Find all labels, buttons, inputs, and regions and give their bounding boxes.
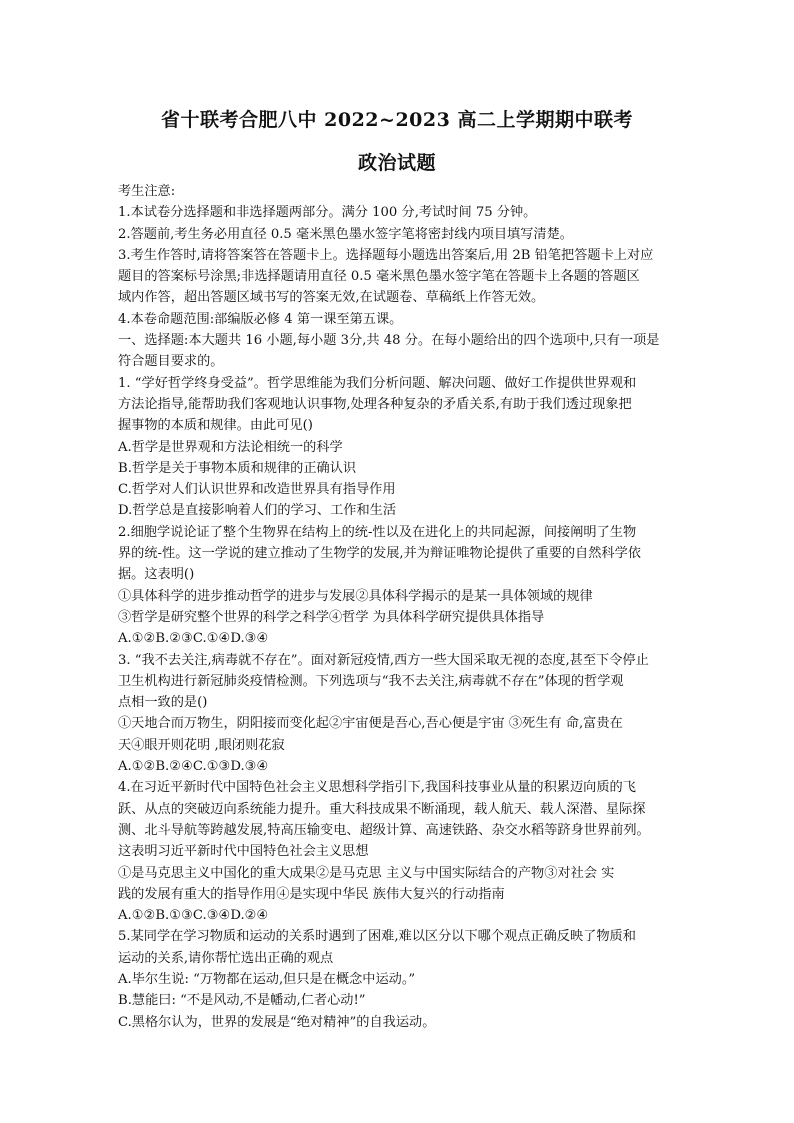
text-line: C.哲学对人们认识世界和改造世界具有指导作用 [118,482,396,498]
text-line: 考生注意: [118,184,176,199]
text-line: A.①②B.①③C.③④D.②④ [118,908,269,924]
text-line: 点相一致的是() [118,695,208,711]
text-line: 方法论指导,能帮助我们客观地认识事物,处理各种复杂的矛盾关系,有助于我们透过现象把 [118,396,632,412]
text-line: 跃、从点的突破迈向系统能力提升。重大科技成果不断涌现，载人航天、载人深潜、星际探 [118,801,646,817]
text-line: 践的发展有重大的指导作用④是实现中华民 族伟大复兴的行动指南 [118,886,505,902]
text-line: 2.细胞学说论证了整个生物界在结构上的统-性以及在进化上的共同起源，间接阐明了生物 [118,524,637,540]
text-line: ①是马克思主义中国化的重大成果②是马克思 主义与中国实际结合的产物③对社会 实 [118,865,615,881]
text-line: A.哲学是世界观和方法论相统一的科学 [118,439,343,455]
text-line: 1. “学好哲学终身受益”。哲学思维能为我们分析问题、解决问题、做好工作提供世界观和 [118,375,637,391]
text-line: 运动的关系,请你帮忙选出正确的观点 [118,950,334,966]
text-line: ③哲学是研究整个世界的科学之科学④哲学 为具体科学研究提供具体指导 [118,609,545,625]
text-line: B.慧能曰: “不是风动,不是幡动,仁者心动!” [118,993,366,1009]
exam-body [118,181,683,1033]
text-line: 题目的答案标号涂黑;非选择题请用直径 0.5 毫米黑色墨水签字笔在答题卡上各题的答题区 [118,269,640,285]
text-line: 4.在习近平新时代中国特色社会主义思想科学指引下,我国科技事业从量的积累迈向质的飞 [118,780,636,796]
text-line: 4.本卷命题范围:部编版必修 4 第一课至第五课。 [118,311,403,327]
text-line: 界的统-性。这一学说的建立推动了生物学的发展,并为辩证唯物论提供了重要的自然科学依 [118,546,641,562]
text-line: 符合题目要求的。 [118,354,224,370]
text-line: 1.本试卷分选择题和非选择题两部分。满分 100 分,考试时间 75 分钟。 [118,205,537,221]
text-line: 握事物的本质和规律。由此可见() [118,418,313,434]
exam-subject-title: 政治试题 [357,152,436,174]
text-line: C.黑格尔认为，世界的发展是“绝对精神”的自我运动。 [118,1014,436,1030]
text-line: 天④眼开则花明 ,眼闭则花寂 [118,737,285,753]
text-line: A.毕尔生说: “万物都在运动,但只是在概念中运动。” [118,971,416,987]
text-line: 3.考生作答时,请将答案答在答题卡上。选择题每小题选出答案后,用 2B 铅笔把答题卡上对应 [118,247,654,263]
text-line: B.哲学是关于事物本质和规律的正确认识 [118,460,357,476]
text-line: 测、北斗导航等跨越发展,特高压输变电、超级计算、高速铁路、杂交水稻等跻身世界前列。 [118,822,650,838]
text-line: A.①②B.②③C.①④D.③④ [118,631,269,647]
text-line: 2.答题前,考生务必用直径 0.5 毫米黑色墨水签字笔将密封线内项目填写清楚。 [118,226,573,242]
text-line: 卫生机构进行新冠肺炎疫情检测。下列选项与“我不去关注,病毒就不存在”体现的哲学观 [118,673,624,689]
text-line: A.①②B.②④C.①③D.③④ [118,759,269,775]
text-line: 3. “我不去关注,病毒就不存在”。面对新冠疫情,西方一些大国采取无视的态度,甚至下令停止 [118,652,649,668]
text-line: 5.某同学在学习物质和运动的关系时遇到了困难,难以区分以下哪个观点正确反映了物质和 [118,929,636,945]
text-line: D.哲学总是直接影响着人们的学习、工作和生活 [118,503,397,519]
text-line: 据。这表明() [118,567,195,583]
text-line: 一、选择题:本大题共 16 小题,每小题 3分,共 48 分。在每小题给出的四个选项中,只有一项是 [118,333,660,349]
text-line: 域内作答，超出答题区域书写的答案无效,在试题卷、草稿纸上作答无效。 [118,290,545,306]
text-line: ①天地合而万物生，阴阳接而变化起②宇宙便是吾心,吾心便是宇宙 ③死生有 命,富贵在 [118,716,623,732]
text-line: ①具体科学的进步推动哲学的进步与发展②具体科学揭示的是某一具体领域的规律 [118,588,593,604]
text-line: 这表明习近平新时代中国特色社会主义思想 [118,844,369,860]
exam-title: 省十联考合肥八中 2022~2023 高二上学期期中联考 [161,109,633,131]
